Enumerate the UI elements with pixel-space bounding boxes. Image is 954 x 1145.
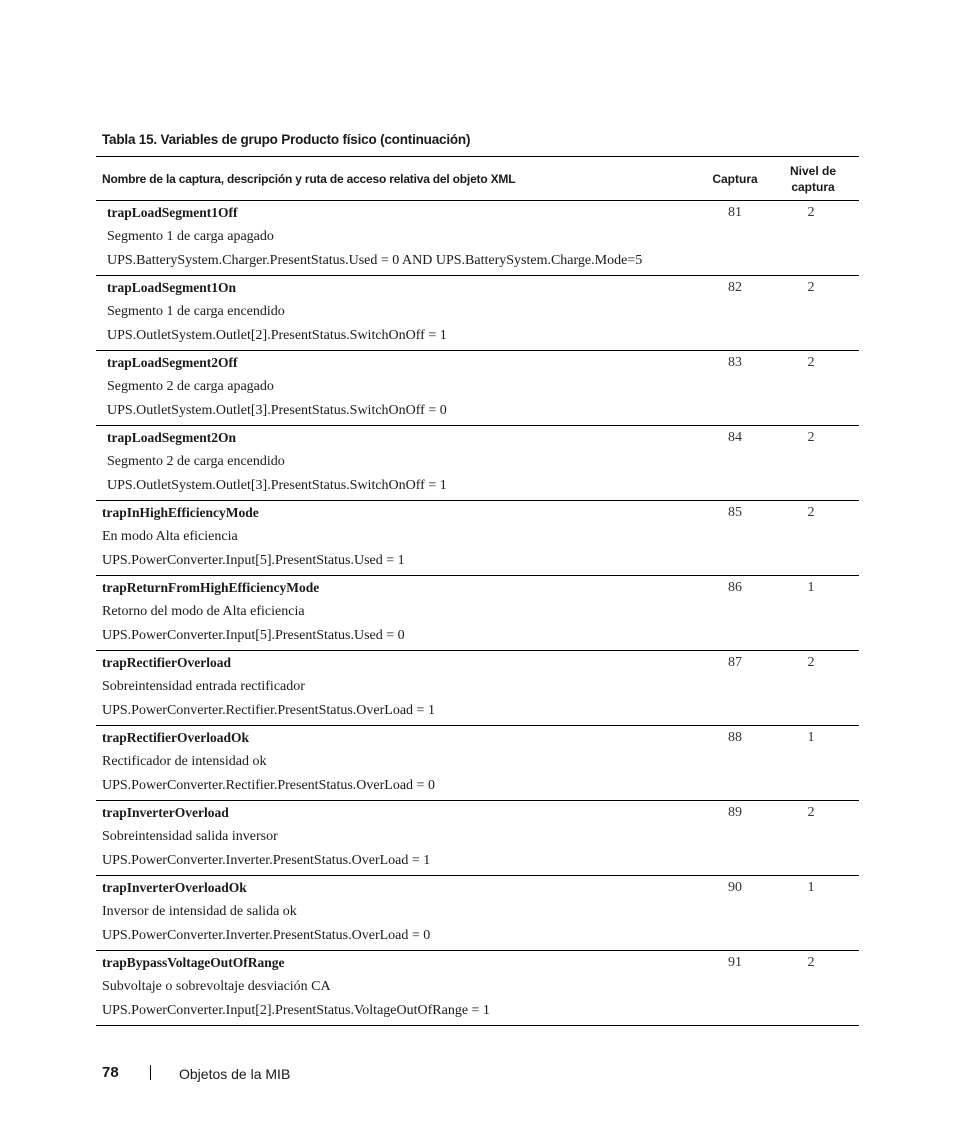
table-row bbox=[96, 276, 859, 351]
section-title: Objetos de la MIB bbox=[179, 1066, 291, 1082]
table-row bbox=[96, 201, 859, 276]
page-footer bbox=[102, 1064, 502, 1084]
row-capture: 88 bbox=[728, 730, 742, 745]
row-name: trapLoadSegment1Off bbox=[107, 205, 238, 220]
page-number: 78 bbox=[102, 1064, 119, 1081]
header-capture: Captura bbox=[712, 172, 758, 186]
row-name: trapBypassVoltageOutOfRange bbox=[102, 955, 285, 970]
row-level: 2 bbox=[807, 805, 815, 820]
row-name: trapReturnFromHighEfficiencyMode bbox=[102, 580, 320, 595]
row-path: UPS.OutletSystem.Outlet[2].PresentStatus.SwitchOnOff = 1 bbox=[107, 328, 447, 343]
row-level: 2 bbox=[807, 205, 815, 220]
row-description: Segmento 1 de carga encendido bbox=[107, 304, 285, 319]
capture-table bbox=[96, 156, 859, 1026]
table-row bbox=[96, 726, 859, 801]
table-row bbox=[96, 951, 859, 1026]
row-level: 2 bbox=[807, 955, 815, 970]
row-capture: 85 bbox=[728, 505, 742, 520]
row-path: UPS.PowerConverter.Inverter.PresentStatus.OverLoad = 1 bbox=[102, 853, 431, 868]
row-path: UPS.PowerConverter.Input[5].PresentStatus.Used = 1 bbox=[102, 553, 405, 568]
table-header bbox=[96, 157, 859, 201]
row-name: trapInverterOverload bbox=[102, 805, 229, 820]
row-path: UPS.PowerConverter.Input[5].PresentStatus.Used = 0 bbox=[102, 628, 405, 643]
row-name: trapRectifierOverloadOk bbox=[102, 730, 249, 745]
row-description: Segmento 2 de carga encendido bbox=[107, 454, 285, 469]
row-name: trapRectifierOverload bbox=[102, 655, 231, 670]
row-path: UPS.PowerConverter.Input[2].PresentStatus.VoltageOutOfRange = 1 bbox=[102, 1003, 490, 1018]
row-name: trapInverterOverloadOk bbox=[102, 880, 247, 895]
table-caption: Tabla 15. Variables de grupo Producto físico (continuación) bbox=[102, 132, 471, 147]
row-path: UPS.PowerConverter.Rectifier.PresentStatus.OverLoad = 0 bbox=[102, 778, 435, 793]
row-name: trapLoadSegment2Off bbox=[107, 355, 238, 370]
header-name: Nombre de la captura, descripción y ruta de acceso relativa del objeto XML bbox=[102, 172, 516, 186]
row-description: Inversor de intensidad de salida ok bbox=[102, 904, 297, 919]
table-row bbox=[96, 651, 859, 726]
header-level-line2: captura bbox=[791, 180, 835, 194]
row-level: 2 bbox=[807, 655, 815, 670]
header-level bbox=[776, 163, 850, 195]
header-level-line1: Nivel de bbox=[789, 164, 837, 178]
row-capture: 83 bbox=[728, 355, 742, 370]
row-path: UPS.OutletSystem.Outlet[3].PresentStatus.SwitchOnOff = 1 bbox=[107, 478, 447, 493]
row-capture: 82 bbox=[728, 280, 742, 295]
row-path: UPS.PowerConverter.Inverter.PresentStatus.OverLoad = 0 bbox=[102, 928, 431, 943]
row-description: En modo Alta eficiencia bbox=[102, 529, 238, 544]
footer-separator bbox=[150, 1065, 151, 1080]
row-capture: 89 bbox=[728, 805, 742, 820]
row-name: trapInHighEfficiencyMode bbox=[102, 505, 259, 520]
row-capture: 87 bbox=[728, 655, 742, 670]
table-row bbox=[96, 351, 859, 426]
row-path: UPS.OutletSystem.Outlet[3].PresentStatus.SwitchOnOff = 0 bbox=[107, 403, 447, 418]
row-level: 1 bbox=[807, 730, 815, 745]
row-level: 2 bbox=[807, 505, 815, 520]
row-capture: 84 bbox=[728, 430, 742, 445]
row-level: 2 bbox=[807, 355, 815, 370]
table-row bbox=[96, 501, 859, 576]
row-description: Segmento 2 de carga apagado bbox=[107, 379, 274, 394]
row-description: Sobreintensidad entrada rectificador bbox=[102, 679, 305, 694]
row-capture: 86 bbox=[728, 580, 742, 595]
table-row bbox=[96, 876, 859, 951]
row-path: UPS.BatterySystem.Charger.PresentStatus.Used = 0 AND UPS.BatterySystem.Charge.Mode=5 bbox=[107, 253, 643, 268]
row-capture: 90 bbox=[728, 880, 742, 895]
table-row bbox=[96, 801, 859, 876]
row-description: Segmento 1 de carga apagado bbox=[107, 229, 274, 244]
table-row bbox=[96, 576, 859, 651]
row-description: Sobreintensidad salida inversor bbox=[102, 829, 278, 844]
row-path: UPS.PowerConverter.Rectifier.PresentStatus.OverLoad = 1 bbox=[102, 703, 435, 718]
row-level: 1 bbox=[807, 580, 815, 595]
row-level: 2 bbox=[807, 430, 815, 445]
row-description: Subvoltaje o sobrevoltaje desviación CA bbox=[102, 979, 331, 994]
table-row bbox=[96, 426, 859, 501]
row-description: Rectificador de intensidad ok bbox=[102, 754, 267, 769]
row-capture: 81 bbox=[728, 205, 742, 220]
row-name: trapLoadSegment1On bbox=[107, 280, 237, 295]
row-name: trapLoadSegment2On bbox=[107, 430, 237, 445]
row-description: Retorno del modo de Alta eficiencia bbox=[102, 604, 305, 619]
row-level: 2 bbox=[807, 280, 815, 295]
row-level: 1 bbox=[807, 880, 815, 895]
row-capture: 91 bbox=[728, 955, 742, 970]
